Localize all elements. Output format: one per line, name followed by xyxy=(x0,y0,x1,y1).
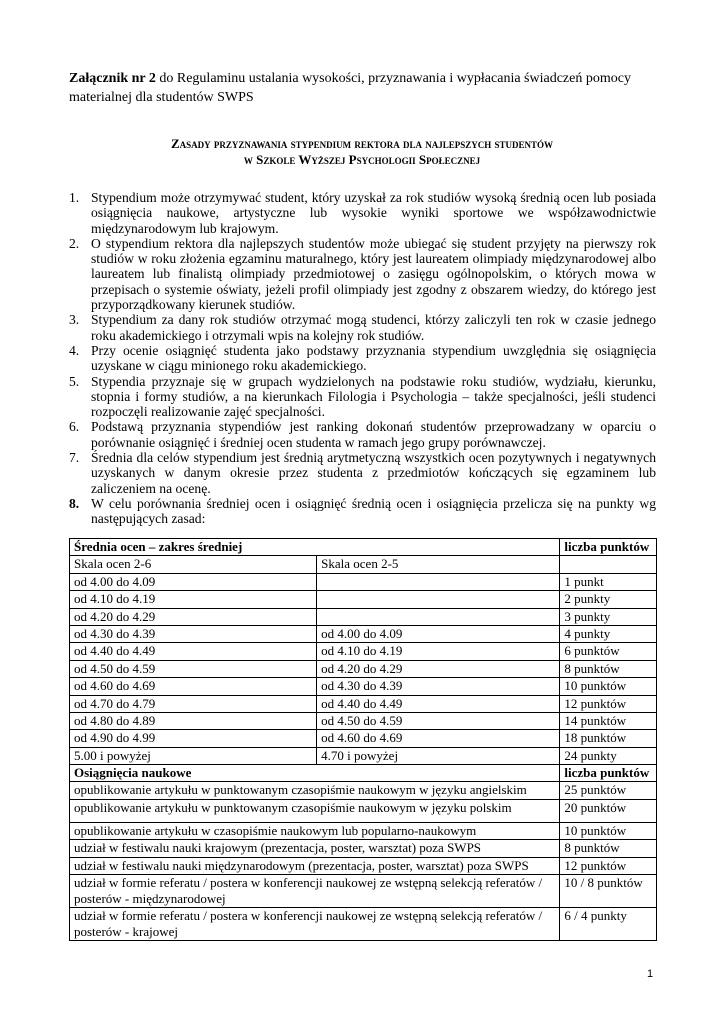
scale-6-cell: Skala ocen 2-6 xyxy=(70,556,317,573)
rule-text: W celu porównania średniej ocen i osiągnięć średnią ocen i osiągnięcia przelicza się na punkty wg następujących zasad: xyxy=(91,495,656,527)
table-row xyxy=(70,782,657,799)
document-title xyxy=(69,136,655,168)
rule-item xyxy=(69,496,656,527)
rule-number: 8. xyxy=(69,495,80,511)
scale-5-range xyxy=(317,608,560,625)
points-cell: 8 punktów xyxy=(560,840,657,857)
scale-6-range: od 4.00 do 4.09 xyxy=(70,573,317,590)
scale-6-range: 5.00 i powyżej xyxy=(70,747,317,764)
rule-item xyxy=(69,374,656,420)
points-cell: 10 punktów xyxy=(560,822,657,839)
scale-6-range: od 4.20 do 4.29 xyxy=(70,608,317,625)
rules-list xyxy=(69,190,656,527)
scale-5-range: od 4.50 do 4.59 xyxy=(317,712,560,729)
scale-6-range: od 4.50 do 4.59 xyxy=(70,660,317,677)
points-cell: 20 punktów xyxy=(560,799,657,822)
annex-header xyxy=(69,70,669,107)
achievement-cell: udział w festiwalu nauki krajowym (prezentacja, poster, warsztat) poza SWPS xyxy=(70,840,560,857)
scale-5-range: od 4.00 do 4.09 xyxy=(317,625,560,642)
achievement-cell: opublikowanie artykułu w punktowanym czasopiśmie naukowym w języku polskim xyxy=(70,799,560,822)
scale-5-range xyxy=(317,573,560,590)
points-cell: 6 punktów xyxy=(560,643,657,660)
scale-5-range xyxy=(317,591,560,608)
points-cell: 12 punktów xyxy=(560,857,657,874)
page-number: 1 xyxy=(647,968,654,980)
table-row xyxy=(70,747,657,764)
achievement-cell: opublikowanie artykułu w punktowanym czasopiśmie naukowym w języku angielskim xyxy=(70,782,560,799)
table-header-row xyxy=(70,539,657,556)
rule-text: O stypendium rektora dla najlepszych studentów może ubiegać się student przyjęty na pierwszy rok studiów w roku złożenia egzaminu maturalnego, który jest laureatem olimpiady międzynarodowej albo laureatem lub finalistą olimpiady przedmiotowej o zasięgu ogólnopolskim, o których mowa w przepisach o systemie oświaty, jeżeli profil olimpiady jest zgodny z obszarem wiedzy, do którego jest przyporządkowany kierunek studiów. xyxy=(91,235,656,313)
table-row xyxy=(70,695,657,712)
table-row xyxy=(70,660,657,677)
scale-5-range: od 4.40 do 4.49 xyxy=(317,695,560,712)
rule-item xyxy=(69,419,656,450)
scale-6-range: od 4.10 do 4.19 xyxy=(70,591,317,608)
empty-cell xyxy=(560,556,657,573)
points-cell: 12 punktów xyxy=(560,695,657,712)
table-row xyxy=(70,730,657,747)
scale-5-cell: Skala ocen 2-5 xyxy=(317,556,560,573)
rule-number: 5. xyxy=(69,373,80,389)
science-header-cell: Osiągnięcia naukowe xyxy=(70,765,560,782)
scale-5-range: od 4.30 do 4.39 xyxy=(317,678,560,695)
rule-number: 1. xyxy=(69,190,80,205)
points-cell: 18 punktów xyxy=(560,730,657,747)
table-row xyxy=(70,908,657,941)
points-cell: 14 punktów xyxy=(560,712,657,729)
rule-number: 2. xyxy=(69,235,80,251)
achievement-cell: opublikowanie artykułu w czasopiśmie naukowym lub popularno-naukowym xyxy=(70,822,560,839)
rule-number: 7. xyxy=(69,450,80,466)
scale-6-range: od 4.30 do 4.39 xyxy=(70,625,317,642)
rule-number: 3. xyxy=(69,312,80,328)
rule-item xyxy=(69,190,656,236)
rule-number: 4. xyxy=(69,342,80,358)
points-cell: 25 punktów xyxy=(560,782,657,799)
points-cell: 3 punkty xyxy=(560,608,657,625)
rule-item xyxy=(69,236,656,312)
table-row xyxy=(70,822,657,839)
points-cell: 24 punkty xyxy=(560,747,657,764)
scale-6-range: od 4.80 do 4.89 xyxy=(70,712,317,729)
rule-text: Średnia dla celów stypendium jest średnią arytmetyczną wszystkich ocen pozytywnych i negatywnych uzyskanych w danym okresie przez studenta z przedmiotów kończących się egzaminem lub zaliczeniem na ocenę. xyxy=(91,450,656,496)
title-line-2: w Szkole Wyższej Psychologii Społecznej xyxy=(243,152,481,167)
rule-item xyxy=(69,312,656,343)
table-row xyxy=(70,591,657,608)
points-cell: 2 punkty xyxy=(560,591,657,608)
points-header-cell: liczba punktów xyxy=(560,539,657,556)
points-cell: 10 / 8 punktów xyxy=(560,875,657,908)
table-row xyxy=(70,712,657,729)
points-cell: 1 punkt xyxy=(560,573,657,590)
scale-5-range: od 4.20 do 4.29 xyxy=(317,660,560,677)
annex-description: do Regulaminu ustalania wysokości, przyznawania i wypłacania świadczeń pomocy materialnej dla studentów SWPS xyxy=(69,71,631,105)
points-cell: 6 / 4 punkty xyxy=(560,908,657,941)
table-row xyxy=(70,678,657,695)
title-line-1: Zasady przyznawania stypendium rektora dla najlepszych studentów xyxy=(170,136,554,151)
annex-label: Załącznik nr 2 xyxy=(69,71,156,86)
rule-text: Stypendia przyznaje się w grupach wydzielonych na podstawie roku studiów, wydziału, kierunku, stopnia i formy studiów, a na kierunkach Filologia i Psychologia – także specjalności, jeśli studenci rozpoczęli realizowanie zajęć specjalności. xyxy=(91,373,656,420)
avg-header-cell: Średnia ocen – zakres średniej xyxy=(70,539,560,556)
rule-text: Podstawą przyznania stypendiów jest ranking dokonań studentów przeprowadzany w oparciu o porównanie osiągnięć i średniej ocen studenta w ramach jego grupy porównawczej. xyxy=(91,419,656,450)
points-cell: 4 punkty xyxy=(560,625,657,642)
points-cell: 8 punktów xyxy=(560,660,657,677)
points-cell: 10 punktów xyxy=(560,678,657,695)
table-row xyxy=(70,857,657,874)
table-row xyxy=(70,840,657,857)
scale-5-range: od 4.60 do 4.69 xyxy=(317,730,560,747)
scale-6-range: od 4.70 do 4.79 xyxy=(70,695,317,712)
scale-6-range: od 4.90 do 4.99 xyxy=(70,730,317,747)
achievement-cell: udział w formie referatu / postera w konferencji naukowej ze wstępną selekcją referatów / posterów - krajowej xyxy=(70,908,560,941)
scale-6-range: od 4.40 do 4.49 xyxy=(70,643,317,660)
points-table xyxy=(69,538,657,941)
rule-text: Przy ocenie osiągnięć studenta jako podstawy przyznania stypendium uwzględnia się osiągnięcia uzyskane w ciągu minionego roku akademickiego. xyxy=(91,342,656,374)
table-row xyxy=(70,875,657,908)
rule-item xyxy=(69,450,656,496)
science-points-header-cell: liczba punktów xyxy=(560,765,657,782)
rule-number: 6. xyxy=(69,419,80,435)
table-row xyxy=(70,625,657,642)
scale-5-range: 4.70 i powyżej xyxy=(317,747,560,764)
table-row xyxy=(70,608,657,625)
science-header-row xyxy=(70,765,657,782)
table-row xyxy=(70,799,657,822)
rule-text: Stypendium za dany rok studiów otrzymać mogą studenci, którzy zaliczyli ten rok w czasie jednego roku akademickiego i otrzymali wpis na kolejny rok studiów. xyxy=(91,312,656,343)
table-row xyxy=(70,643,657,660)
scale-row xyxy=(70,556,657,573)
rule-item xyxy=(69,343,656,374)
achievement-cell: udział w festiwalu nauki międzynarodowym (prezentacja, poster, warsztat) poza SWPS xyxy=(70,857,560,874)
achievement-cell: udział w formie referatu / postera w konferencji naukowej ze wstępną selekcją referatów / posterów - międzynarodowej xyxy=(70,875,560,908)
scale-5-range: od 4.10 do 4.19 xyxy=(317,643,560,660)
rule-text: Stypendium może otrzymywać student, który uzyskał za rok studiów wysoką średnią ocen lub posiada osiągnięcia naukowe, artystyczne lub wysokie wyniki sportowe we współzawodnictwie międzynarodowym lub krajowym. xyxy=(91,190,656,236)
scale-6-range: od 4.60 do 4.69 xyxy=(70,678,317,695)
table-row xyxy=(70,573,657,590)
